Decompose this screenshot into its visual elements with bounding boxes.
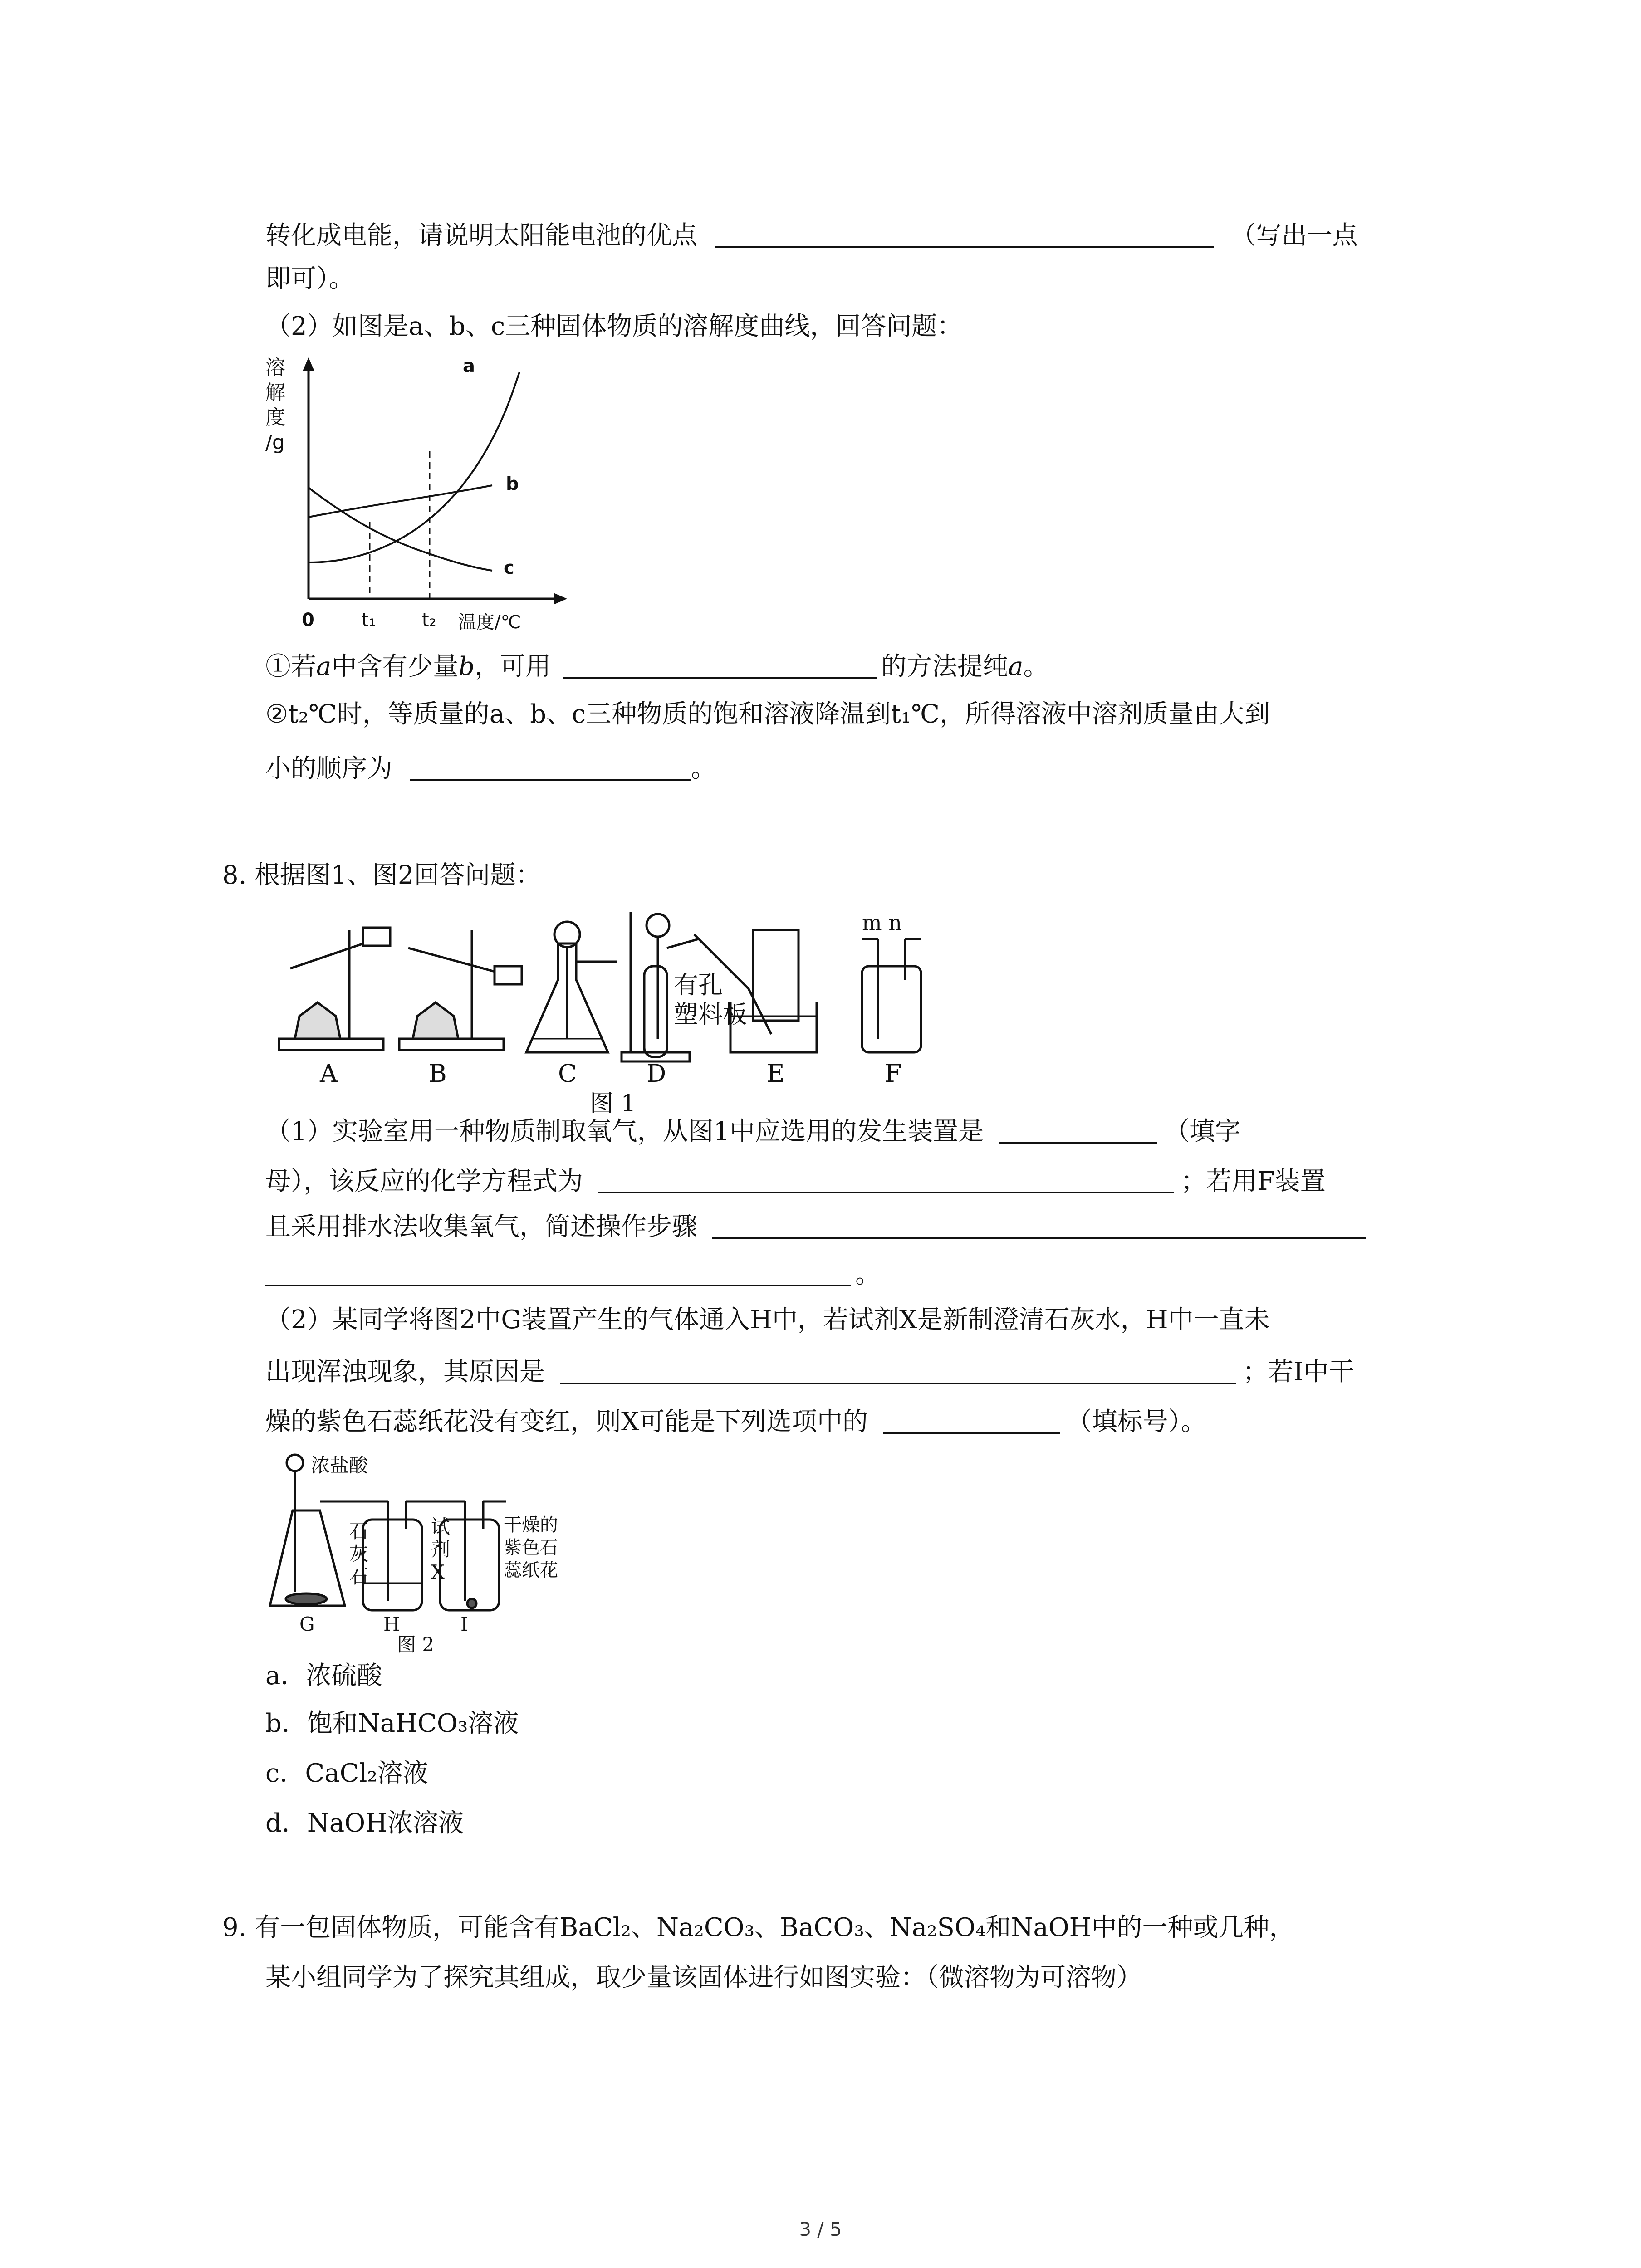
label-E: E	[767, 1059, 785, 1088]
fig1-caption: 图 1	[590, 1090, 636, 1117]
label-a: a	[463, 356, 475, 376]
tube-d	[644, 966, 667, 1057]
q7-line2: 即可）。	[265, 264, 354, 293]
option-b: b．饱和NaHCO₃溶液	[265, 1709, 519, 1738]
svg-text:干燥的: 干燥的	[504, 1515, 558, 1535]
q9-line1: 9. 有一包固体物质，可能含有BaCl₂、Na₂CO₃、BaCO₃、Na₂SO₄和NaOH中的一种或几种，	[222, 1913, 1295, 1942]
q8-p1-line3: 且采用排水法收集氧气，简述操作步骤	[265, 1209, 1366, 1245]
chart-ylabel-1: 溶	[265, 356, 285, 379]
lamp-a	[295, 1002, 340, 1039]
label-B: B	[429, 1059, 447, 1088]
curve-a	[309, 372, 519, 562]
answer-blank-device[interactable]	[999, 1117, 1157, 1144]
label-c: c	[504, 557, 514, 578]
q9-line2: 某小组同学为了探究其组成，取少量该固体进行如图实验：（微溶物为可溶物）	[265, 1963, 1142, 1992]
label-A: A	[320, 1059, 338, 1088]
svg-text:蕊纸花: 蕊纸花	[504, 1560, 558, 1581]
svg-text:剂: 剂	[431, 1538, 451, 1560]
chart-ylabel-3: 度	[265, 406, 285, 429]
chart-ylabel-2: 解	[265, 381, 285, 404]
svg-text:灰: 灰	[349, 1543, 369, 1565]
answer-blank-order[interactable]	[410, 754, 691, 781]
label-G: G	[299, 1613, 315, 1635]
answer-blank-purify[interactable]	[563, 652, 877, 679]
stand-base-a	[279, 1039, 383, 1050]
option-a: a．浓硫酸	[265, 1661, 382, 1691]
answer-blank-equation[interactable]	[598, 1167, 1174, 1193]
option-c: c．CaCl₂溶液	[265, 1759, 428, 1788]
q7-sub1: ①若a中含有少量b，可用 的方法提纯a。	[265, 652, 1049, 681]
q8-p1-line1: （1）实验室用一种物质制取氧气，从图1中应选用的发生装置是 （填字	[265, 1117, 1241, 1146]
curve-c	[309, 488, 492, 571]
q8-p1-line2: 母），该反应的化学方程式为 ；若用F装置	[265, 1167, 1326, 1196]
page-number: 3 / 5	[799, 2218, 842, 2240]
svg-text:石: 石	[349, 1520, 369, 1542]
bottle-h	[363, 1520, 422, 1610]
svg-text:试: 试	[431, 1515, 451, 1538]
svg-text:石: 石	[349, 1565, 369, 1588]
label-I: I	[460, 1613, 468, 1635]
q8-p2-line3: 燥的紫色石蕊纸花没有变红，则X可能是下列选项中的 （填标号）。	[265, 1407, 1206, 1437]
label-t2: t₂	[422, 610, 436, 631]
chart-xlabel: 温度/℃	[458, 612, 521, 633]
x-axis-arrow	[554, 593, 567, 605]
q7-sub2-line2: 小的顺序为 。	[265, 754, 716, 783]
q7-line1: 转化成电能，请说明太阳能电池的优点 （写出一点	[265, 221, 1358, 250]
answer-blank-option[interactable]	[883, 1407, 1060, 1434]
label-acid: 浓盐酸	[311, 1454, 368, 1476]
bottle-f	[862, 966, 921, 1052]
solubility-chart	[265, 354, 583, 644]
answer-blank-steps-cont[interactable]	[265, 1260, 851, 1286]
flask-g	[270, 1510, 345, 1606]
tube-b	[408, 948, 508, 975]
jar-e	[753, 930, 798, 1021]
fig2-caption: 图 2	[397, 1633, 435, 1656]
q8-stem: 8. 根据图1、图2回答问题：	[222, 860, 541, 890]
svg-text:紫色石: 紫色石	[504, 1537, 558, 1558]
q7-sub2: ②t₂℃时，等质量的a、b、c三种物质的饱和溶液降温到t₁℃，所得溶液中溶剂质量由大到	[265, 699, 1270, 729]
curve-b	[309, 485, 492, 517]
figure-2-apparatus	[265, 1452, 628, 1656]
option-d: d．NaOH浓溶液	[265, 1809, 464, 1838]
label-origin: 0	[302, 610, 314, 631]
svg-text:X: X	[431, 1561, 445, 1583]
label-C: C	[558, 1059, 577, 1088]
y-axis-arrow	[303, 357, 314, 371]
q8-p2-line1: （2）某同学将图2中G装置产生的气体通入H中，若试剂X是新制澄清石灰水，H中一直未	[265, 1305, 1270, 1334]
q8-p2-line2: 出现浑浊现象，其原因是 ；若I中干	[265, 1357, 1354, 1387]
answer-blank-steps[interactable]	[712, 1212, 1366, 1239]
chart-ylabel-4: /g	[265, 431, 285, 454]
label-H: H	[383, 1613, 400, 1635]
label-D: D	[647, 1059, 666, 1088]
note-plate: 塑料板	[674, 1000, 747, 1029]
q7-part2-prompt: （2）如图是a、b、c三种固体物质的溶解度曲线，回答问题：	[265, 312, 963, 341]
label-t1: t₁	[362, 610, 376, 631]
figure-1-apparatus	[272, 903, 953, 1120]
label-F: F	[885, 1059, 902, 1088]
label-b: b	[506, 474, 519, 494]
q8-p1-line4: 。	[265, 1256, 881, 1293]
note-hole: 有孔	[674, 971, 723, 999]
label-mn: m n	[862, 910, 902, 935]
answer-blank-advantage[interactable]	[715, 221, 1214, 248]
answer-blank-reason[interactable]	[560, 1357, 1236, 1384]
